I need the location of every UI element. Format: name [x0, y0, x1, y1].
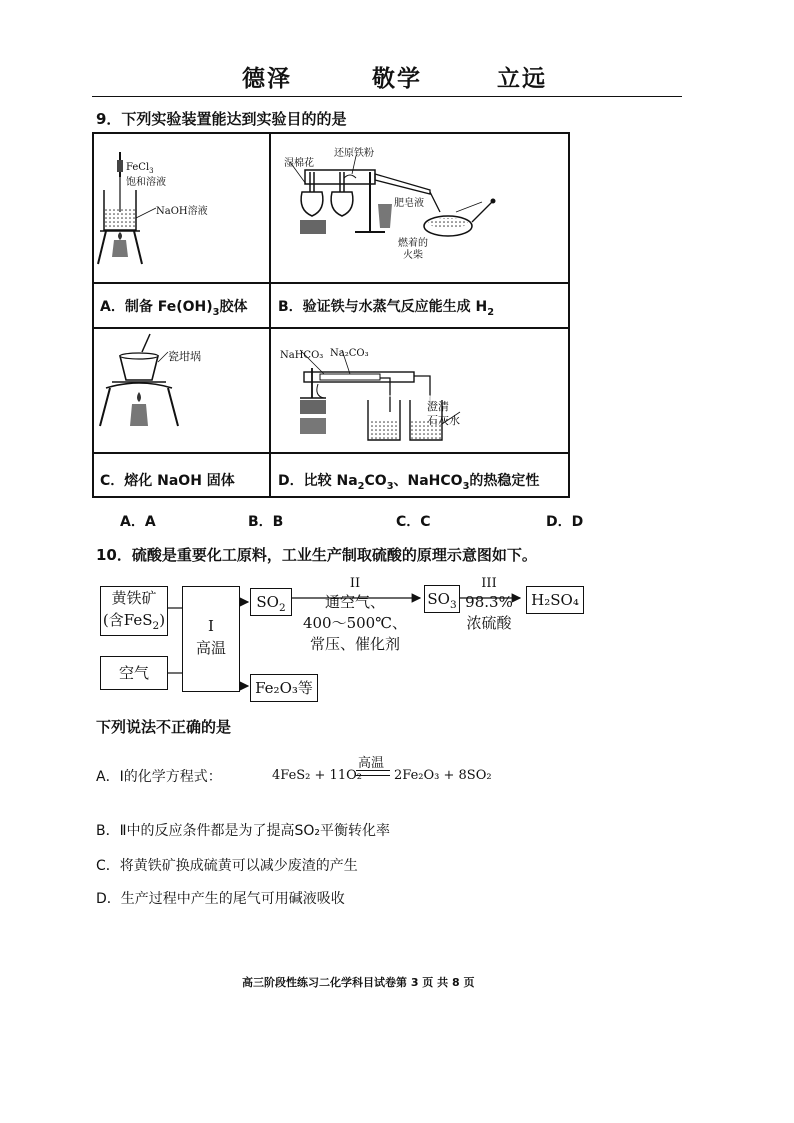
page-header [0, 60, 794, 100]
label-reduced-iron: 还原铁粉 [334, 148, 374, 159]
q9-title: 9．下列实验装置能达到实验目的的是 [96, 110, 347, 128]
page-footer: 高三阶段性练习二化学科目试卷第 3 页 共 8 页 [242, 976, 475, 989]
motto-1: 德泽 [242, 66, 292, 92]
step2-conditions: II 通空气、 400～500℃、 常压、催化剂 [302, 576, 408, 653]
q10-title: 10．硫酸是重要化工原料，工业生产制取硫酸的原理示意图如下。 [96, 546, 537, 564]
q10-statement-d[interactable]: D．生产过程中产生的尾气可用碱液吸收 [96, 891, 345, 907]
apparatus-c-figure [92, 328, 269, 452]
q9-option-b[interactable]: B．B [248, 514, 284, 530]
q10-question: 下列说法不正确的是 [96, 718, 232, 736]
q9-apparatus-table [92, 132, 570, 497]
pyrite-box: 黄铁矿 (含FeS$_2$) [100, 586, 168, 636]
motto-2: 敬学 [372, 66, 422, 92]
motto-3: 立远 [497, 66, 547, 92]
fe2o3-box: Fe₂O₃等 [250, 674, 318, 702]
header-rule [92, 96, 682, 97]
step3-conditions: III 98.3% 浓硫酸 [465, 576, 513, 632]
label-na2co3: Na₂CO₃ [330, 348, 369, 359]
caption-b: B．验证铁与水蒸气反应能生成 $H_2$ [278, 299, 495, 318]
label-naoh-solution: NaOH溶液 [156, 206, 208, 217]
caption-c: C．熔化 NaOH 固体 [100, 473, 235, 489]
caption-d: D．比较 $Na_2CO_3$、NaHCO$_3$的热稳定性 [278, 473, 540, 492]
label-wet-cotton: 湿棉花 [284, 158, 314, 169]
q10-statement-b[interactable]: B．Ⅱ中的反应条件都是为了提高SO₂平衡转化率 [96, 823, 391, 839]
caption-a: A．制备 $Fe(OH)_3$胶体 [100, 299, 248, 318]
label-fecl3: FeCl$_3$ 饱和溶液 [126, 162, 166, 188]
air-box: 空气 [100, 656, 168, 690]
q10-statement-a[interactable]: A．Ⅰ的化学方程式： [96, 769, 222, 785]
label-burning-match: 燃着的 火柴 [398, 238, 428, 261]
q9-option-d[interactable]: D．D [546, 514, 584, 530]
label-porcelain-crucible: 瓷坩埚 [168, 350, 201, 363]
q10-statement-c[interactable]: C．将黄铁矿换成硫黄可以减少废渣的产生 [96, 858, 358, 874]
q9-option-c[interactable]: C．C [396, 514, 431, 530]
label-limewater: 澄清 石灰水 [427, 400, 460, 427]
apparatus-d-figure [270, 328, 568, 452]
step1-box: I 高温 [182, 586, 240, 692]
q9-option-a[interactable]: A．A [120, 514, 156, 530]
label-nahco3: NaHCO₃ [280, 350, 324, 361]
h2so4-box: H₂SO₄ [526, 586, 584, 614]
so2-box: $SO_2$ [250, 588, 292, 616]
label-soap-solution: 肥皂液 [394, 198, 424, 209]
so3-box: $SO_3$ [424, 585, 460, 613]
